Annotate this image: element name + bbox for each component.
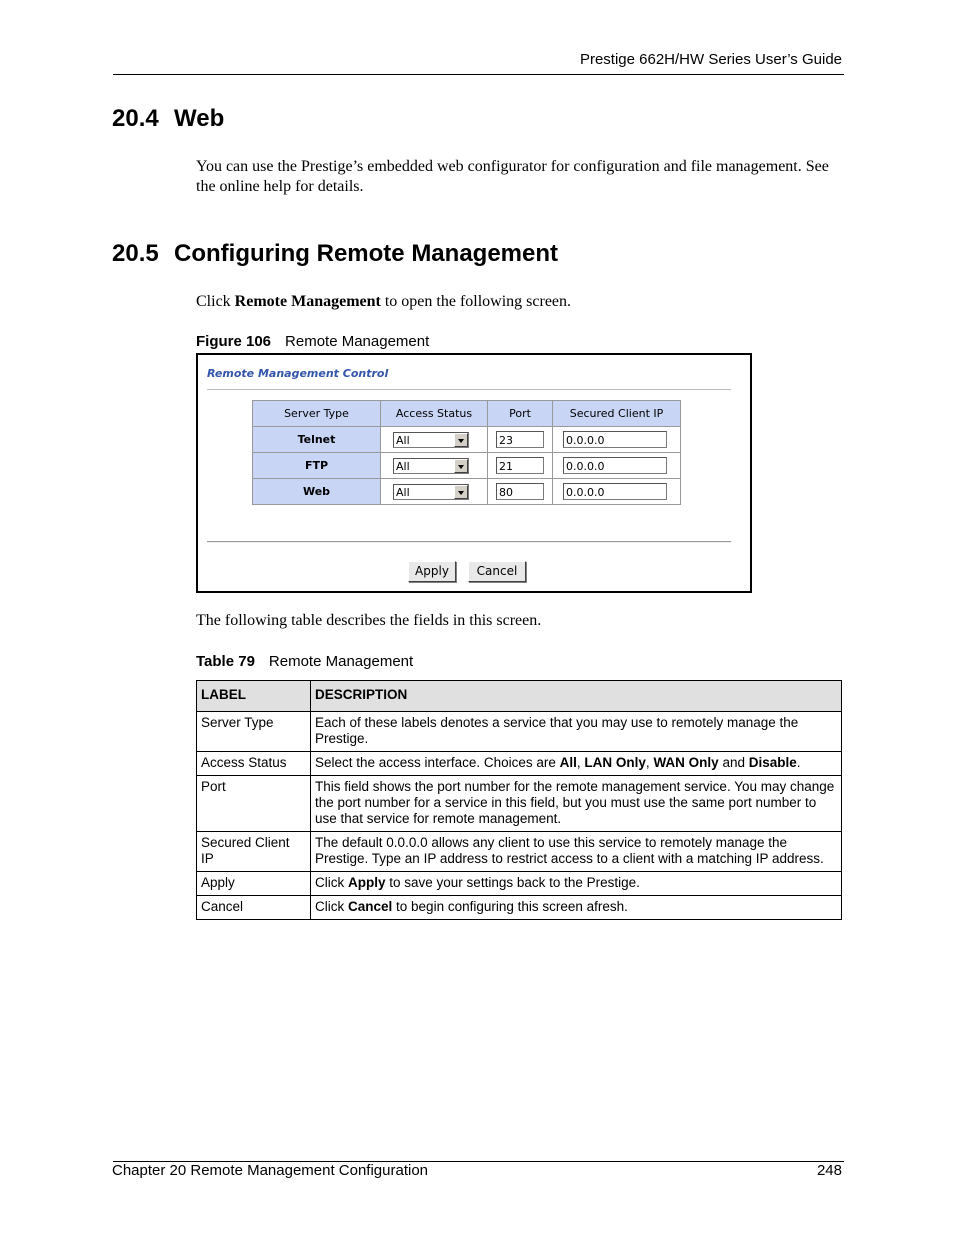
column-header-server-type: Server Type: [253, 401, 381, 427]
field-description: [311, 872, 842, 896]
access-status-select[interactable]: [393, 432, 469, 448]
section-title: Web: [174, 105, 225, 132]
field-description: This field shows the port number for the remote management service. You may change the port number for a service in this field, but you must use the same port number to use that service for remote management.: [311, 776, 842, 832]
field-label: Server Type: [197, 712, 311, 752]
table-caption-label: Table 79: [196, 653, 255, 670]
chevron-down-icon[interactable]: [454, 459, 468, 473]
port-cell: [488, 427, 553, 453]
apply-button[interactable]: Apply: [408, 561, 456, 582]
table-row: [197, 896, 842, 920]
desc-bold: Apply: [348, 875, 386, 890]
column-header-access-status: Access Status: [381, 401, 488, 427]
table-row: [197, 832, 842, 872]
intro-prefix: Click: [196, 293, 235, 310]
ip-cell: [553, 479, 681, 505]
section-title: Configuring Remote Management: [174, 240, 559, 267]
column-header-label: LABEL: [197, 681, 311, 712]
access-status-select[interactable]: [393, 484, 469, 500]
table-header-row: [253, 401, 681, 427]
access-status-select[interactable]: [393, 458, 469, 474]
running-header: Prestige 662H/HW Series User’s Guide: [579, 51, 842, 68]
chevron-down-icon[interactable]: [454, 485, 468, 499]
table-caption-text: Remote Management: [268, 653, 414, 670]
figure-caption-text: Remote Management: [285, 333, 430, 350]
table-row: [197, 776, 842, 832]
desc-text: Select the access interface. Choices are: [315, 755, 560, 770]
ip-cell: [553, 453, 681, 479]
desc-text: Click: [315, 875, 348, 890]
table-row: [253, 427, 681, 453]
screen-divider-top: [207, 389, 731, 390]
desc-bold: Disable: [748, 755, 797, 770]
field-label: Access Status: [197, 752, 311, 776]
footer-chapter: Chapter 20 Remote Management Configuration: [112, 1162, 429, 1179]
desc-text: and: [718, 755, 749, 770]
intro-bold: Remote Management: [234, 293, 381, 310]
header-rule: [113, 74, 844, 75]
screen-title: Remote Management Control: [207, 367, 389, 380]
server-type-ftp: FTP: [253, 453, 381, 479]
secured-client-ip-input[interactable]: 0.0.0.0: [563, 457, 667, 474]
remote-intro-paragraph: [196, 292, 846, 312]
section-heading-web: [112, 105, 224, 133]
desc-text: to save your settings back to the Prestige.: [385, 875, 640, 890]
cancel-button[interactable]: Cancel: [468, 561, 526, 582]
secured-client-ip-input[interactable]: 0.0.0.0: [563, 431, 667, 448]
select-value: All: [396, 485, 410, 499]
ip-cell: [553, 427, 681, 453]
section-number: 20.5: [112, 240, 159, 267]
field-description: [311, 896, 842, 920]
section-number: 20.4: [112, 105, 159, 132]
section-heading-remote: [112, 240, 558, 268]
field-description: [311, 752, 842, 776]
table-row: [197, 872, 842, 896]
select-value: All: [396, 433, 410, 447]
field-label: Secured Client IP: [197, 832, 311, 872]
table-row: [197, 712, 842, 752]
page-number: 248: [816, 1162, 842, 1179]
table-row: [253, 453, 681, 479]
desc-bold: WAN Only: [653, 755, 719, 770]
column-header-secured-client-ip: Secured Client IP: [553, 401, 681, 427]
port-input[interactable]: 21: [496, 457, 544, 474]
secured-client-ip-input[interactable]: 0.0.0.0: [563, 483, 667, 500]
remote-management-screenshot: [196, 353, 752, 593]
table-header-row: [197, 681, 842, 712]
field-label: Cancel: [197, 896, 311, 920]
column-header-port: Port: [488, 401, 553, 427]
desc-bold: All: [559, 755, 577, 770]
desc-text: to begin configuring this screen afresh.: [392, 899, 628, 914]
server-type-telnet: Telnet: [253, 427, 381, 453]
screen-divider-bottom: [207, 541, 731, 543]
desc-text: .: [796, 755, 801, 770]
desc-bold: LAN Only: [584, 755, 646, 770]
port-input[interactable]: 80: [496, 483, 544, 500]
table-row: [253, 479, 681, 505]
web-paragraph: You can use the Prestige’s embedded web configurator for configuration and file management. See the online help for details.: [196, 158, 829, 195]
chevron-down-icon[interactable]: [454, 433, 468, 447]
field-label: Apply: [197, 872, 311, 896]
desc-bold: Cancel: [348, 899, 393, 914]
field-description-table: [196, 680, 842, 920]
field-description: The default 0.0.0.0 allows any client to use this service to remotely manage the Prestige. Type an IP address to restrict access to a client with a matching IP address.: [311, 832, 842, 872]
column-header-description: DESCRIPTION: [311, 681, 842, 712]
figure-caption: [196, 333, 429, 350]
desc-text: ,: [645, 755, 654, 770]
server-type-web: Web: [253, 479, 381, 505]
port-input[interactable]: 23: [496, 431, 544, 448]
select-value: All: [396, 459, 410, 473]
intro-suffix: to open the following screen.: [380, 293, 572, 310]
port-cell: [488, 453, 553, 479]
desc-text: Click: [315, 899, 348, 914]
table-intro-paragraph: The following table describes the fields in this screen.: [196, 612, 542, 629]
table-row: [197, 752, 842, 776]
table-caption: [196, 653, 413, 670]
figure-caption-label: Figure 106: [196, 333, 272, 350]
access-cell: [381, 479, 488, 505]
remote-management-table: [252, 400, 681, 505]
field-label: Port: [197, 776, 311, 832]
access-cell: [381, 453, 488, 479]
access-cell: [381, 427, 488, 453]
field-description: Each of these labels denotes a service that you may use to remotely manage the Prestige.: [311, 712, 842, 752]
port-cell: [488, 479, 553, 505]
desc-text: ,: [576, 755, 585, 770]
